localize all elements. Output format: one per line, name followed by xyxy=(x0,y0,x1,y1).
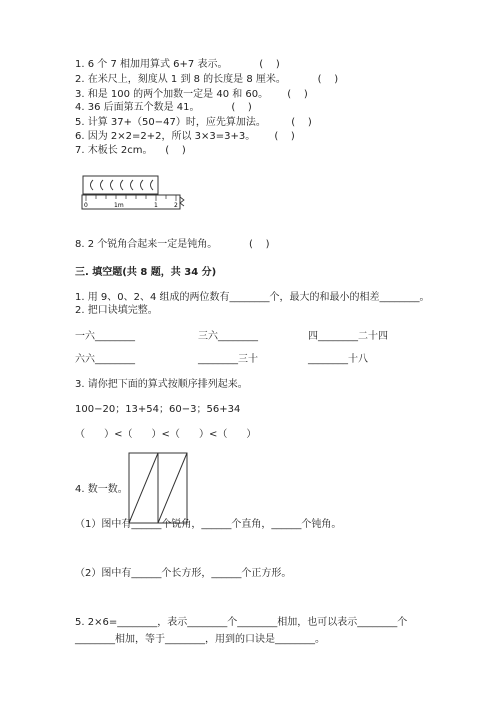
mnemonic-r2c2: ________三十 xyxy=(198,354,258,365)
fill-question-1: 1. 用 9、0、2、4 组成的两位数有________个，最大的和最小的相差________。 xyxy=(75,292,430,303)
ruler-label-1: 1 xyxy=(154,202,158,209)
ruler xyxy=(82,195,180,209)
mnemonic-r2c1: 六六________ xyxy=(75,354,135,365)
judge-question-6: 6. 因为 2×2=2+2，所以 3×3=3+3。 ( ) xyxy=(75,131,295,142)
judge-question-5: 5. 计算 37+（50−47）时，应先算加法。 ( ) xyxy=(75,117,312,128)
q4-part-2: （2）图中有______个长方形，______个正方形。 xyxy=(75,568,292,579)
judge-question-7: 7. 木板长 2cm。 ( ) xyxy=(75,145,186,156)
fill-question-2: 2. 把口诀填完整。 xyxy=(75,305,158,316)
q4-part-1: （1）图中有______个锐角，______个直角，______个钝角。 xyxy=(75,519,342,530)
fill-question-5-line-2: ________相加，等于________，用到的口诀是________。 xyxy=(75,634,325,645)
mnemonic-r1c1: 一六________ xyxy=(75,331,135,342)
mnemonic-r1c3: 四________二十四 xyxy=(308,331,388,342)
ruler-break-mark xyxy=(180,197,184,206)
judge-question-8: 8. 2 个锐角合起来一定是钝角。 ( ) xyxy=(75,239,270,250)
judge-question-3: 3. 和是 100 的两个加数一定是 40 和 60。 ( ) xyxy=(75,89,308,100)
fill-question-4: 4. 数一数。 xyxy=(75,484,128,495)
judge-question-1: 1. 6 个 7 相加用算式 6+7 表示。 ( ) xyxy=(75,59,280,70)
mnemonic-r1c2: 三六________ xyxy=(198,331,258,342)
q3-order-blanks: （ ）<（ ）<（ ）<（ ） xyxy=(75,429,257,440)
ruler-label-0: 0 xyxy=(84,202,88,209)
fill-question-5-line-1: 5. 2×6=________，表示________个________相加，也可以表示________个 xyxy=(75,617,408,628)
q3-expressions: 100−20；13+54；60−3；56+34 xyxy=(75,404,241,415)
ruler-label-1m: 1m xyxy=(114,202,124,209)
judge-question-2: 2. 在米尺上，刻度从 1 到 8 的长度是 8 厘米。 ( ) xyxy=(75,74,339,85)
section-title: 三. 填空题(共 8 题，共 34 分) xyxy=(75,267,217,278)
ruler-board-figure xyxy=(80,170,190,220)
ruler-label-2: 2 xyxy=(174,202,178,209)
judge-question-4: 4. 36 后面第五个数是 41。 ( ) xyxy=(75,102,252,113)
fill-question-3: 3. 请你把下面的算式按顺序排列起来。 xyxy=(75,379,248,390)
mnemonic-r2c3: ________十八 xyxy=(308,354,368,365)
